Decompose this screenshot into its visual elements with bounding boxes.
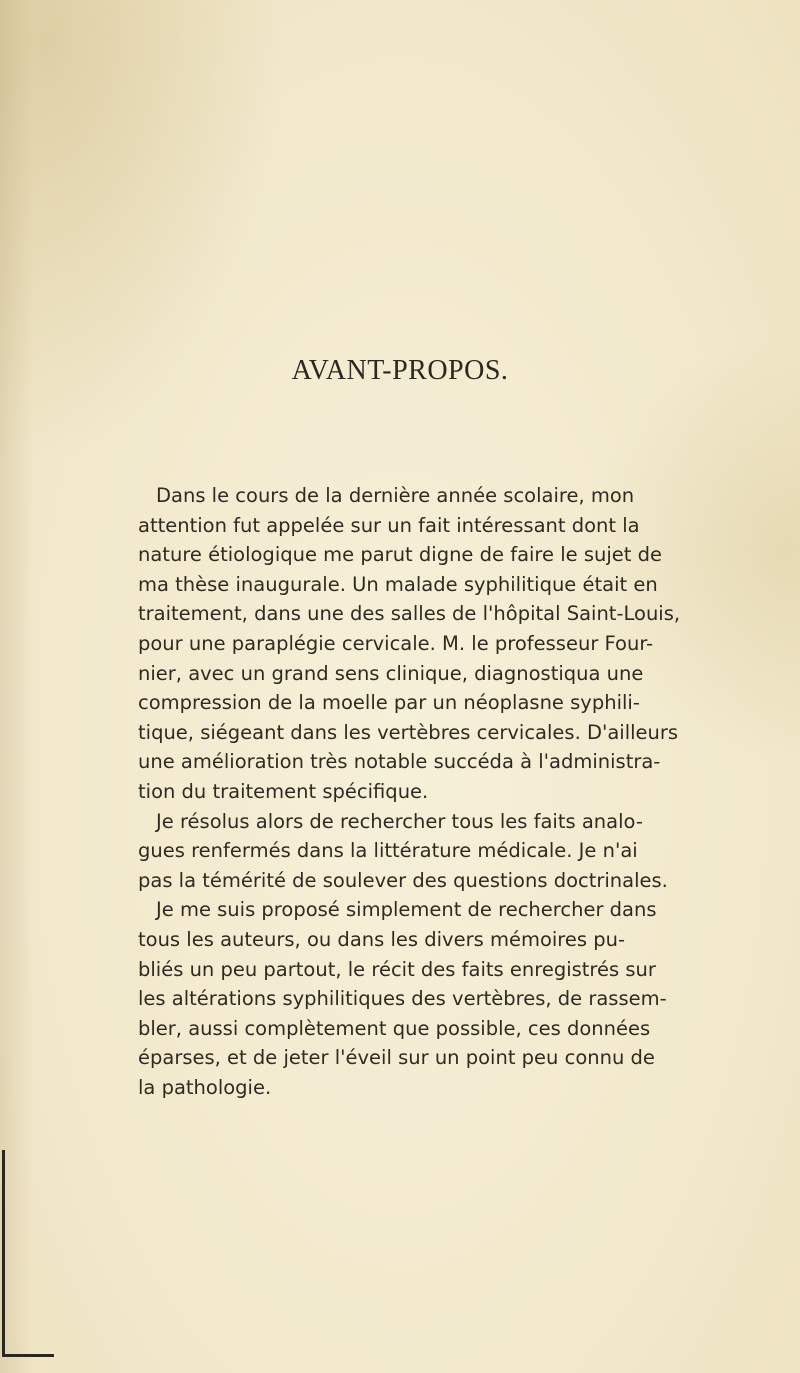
paragraph-1 bbox=[138, 481, 681, 807]
text-line: la pathologie. bbox=[138, 1075, 272, 1099]
text-line: les altérations syphilitiques des vertèbres, de rassem- bbox=[138, 987, 667, 1011]
text-line: une amélioration très notable succéda à l'administra- bbox=[138, 750, 661, 774]
page-edge-shadow bbox=[0, 0, 34, 1373]
text-line: tion du traitement spécifique. bbox=[138, 779, 429, 803]
text-line: bliés un peu partout, le récit des faits enregistrés sur bbox=[138, 957, 656, 981]
text-line: nature étiologique me parut digne de faire le sujet de bbox=[138, 543, 662, 567]
text-line: compression de la moelle par un néoplasne syphili- bbox=[138, 691, 640, 715]
text-line: nier, avec un grand sens clinique, diagnostiqua une bbox=[138, 661, 644, 685]
text-line: Je me suis proposé simplement de rechercher dans bbox=[156, 898, 657, 922]
text-line: pas la témérité de soulever des questions doctrinales. bbox=[138, 868, 668, 892]
paragraph-2 bbox=[138, 807, 668, 1103]
text-line: tique, siégeant dans les vertèbres cervicales. D'ailleurs bbox=[138, 720, 679, 744]
text-line: Dans le cours de la dernière année scolaire, mon bbox=[156, 484, 635, 507]
text-line: tous les auteurs, ou dans les divers mémoires pu- bbox=[138, 927, 626, 951]
text-line: gues renfermés dans la littérature médicale. Je n'ai bbox=[138, 839, 638, 863]
text-line: traitement, dans une des salles de l'hôpital Saint-Louis, bbox=[138, 602, 681, 626]
text-line: bler, aussi complètement que possible, ces données bbox=[138, 1016, 651, 1040]
corner-mark-vertical bbox=[2, 1150, 5, 1357]
text-line: ma thèse inaugurale. Un malade syphilitique était en bbox=[138, 572, 658, 596]
text-line: Je résolus alors de rechercher tous les faits analo- bbox=[156, 809, 643, 833]
text-line: éparses, et de jeter l'éveil sur un point peu connu de bbox=[138, 1046, 655, 1070]
text-line: attention fut appelée sur un fait intéressant dont la bbox=[138, 513, 640, 537]
page-heading: AVANT-PROPOS. bbox=[291, 355, 509, 386]
body-text bbox=[138, 481, 681, 1102]
corner-mark-horizontal bbox=[2, 1354, 54, 1357]
text-line: pour une paraplégie cervicale. M. le professeur Four- bbox=[138, 631, 654, 655]
